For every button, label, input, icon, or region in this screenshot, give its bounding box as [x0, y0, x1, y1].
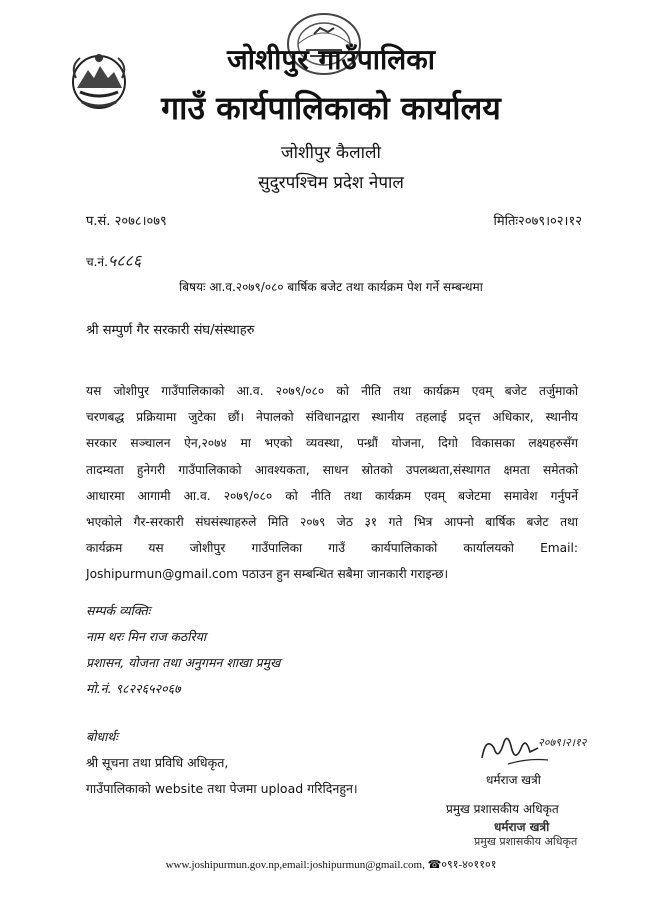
body-line: यस जोशीपुर गाउँपालिकाको आ.व. २०७९/०८० को नीति तथा कार्यक्रम एवम् बजेट तर्जुमाको	[86, 384, 578, 398]
body-line: भएकोले गैर-सरकारी संघसंस्थाहरुले मिति २०७९ जेठ ३१ गते भित्र आफ्नो बार्षिक बजेट तथा	[86, 515, 578, 530]
letter-body	[86, 378, 578, 588]
contact-position: प्रशासन, योजना तथा अनुगमन शाखा प्रमुख	[86, 655, 281, 670]
letter-subject: बिषयः आ.व.२०७९/०८० बार्षिक बजेट तथा कार्यक्रम पेश गर्ने सम्बन्धमा	[179, 280, 483, 294]
body-line: Joshipurmun@gmail.com पठाउन हुन सम्बन्धित सबैमा जानकारी गराइन्छ।	[86, 567, 449, 582]
cc-heading: बोधार्थः	[86, 729, 118, 744]
dispatch-label: च.नं.	[86, 255, 108, 269]
contact-person-block	[86, 598, 280, 702]
signatory-name: धर्मराज खत्री	[486, 773, 541, 787]
footer-contact: www.joshipurmun.gov.np,email:joshipurmun@gmail.com, ☎०९१-४०११०१	[165, 859, 497, 871]
handwritten-signature	[478, 728, 588, 768]
signatory-title: प्रमुख प्रशासकीय अधिकृत	[446, 802, 559, 816]
name-stamp: धर्मराज खत्री	[494, 820, 550, 834]
cc-line: श्री सूचना तथा प्रविधि अधिकृत,	[86, 755, 229, 770]
dispatch-number	[86, 249, 141, 271]
contact-phone: मो.नं. ९८२२६५२०६७	[86, 681, 181, 696]
body-line: सरकार सञ्चालन ऐन,२०७४ मा भएको व्यवस्था, पन्ध्रौं योजना, दिगो विकासका लक्ष्यहरुसँग	[86, 436, 578, 451]
letter-date: मितिः२०७९।०२।१२	[493, 214, 582, 229]
addressee: श्री सम्पुर्ण गैर सरकारी संघ/संस्थाहरु	[86, 323, 255, 338]
office-location: जोशीपुर कैलाली	[281, 143, 381, 163]
municipality-name: जोशीपुर गाउँपालिका	[227, 43, 435, 76]
fiscal-year-reference: प.सं. २०७८।०७९	[86, 214, 167, 229]
title-stamp: प्रमुख प्रशासकीय अधिकृत	[474, 835, 578, 848]
body-line: आधारमा आगामी आ.व. २०७९/०८० को नीति तथा कार्यक्रम एवम् बजेटमा समावेश गर्नुपर्ने	[86, 488, 578, 503]
body-line: तादम्यता हुनेगरी गाउँपालिकाको आवश्यकता, साधन स्रोतको उपलब्धता,संस्थागत क्षमता समेतको	[86, 462, 578, 477]
office-name: गाउँ कार्यपालिकाको कार्यालय	[161, 89, 501, 127]
body-line: कार्यक्रम यस जोशीपुर गाउँपालिका गाउँ कार्यपालिकाको कार्यालयको Email:	[86, 541, 578, 556]
handwritten-date: २०७९।२।१२	[538, 736, 587, 749]
cc-block	[86, 724, 358, 802]
contact-heading: सम्पर्क व्यक्तिः	[86, 603, 151, 618]
dispatch-number-handwritten: ५८८६	[107, 251, 142, 270]
contact-name: नाम थरः मिन राज कठरिया	[86, 629, 207, 644]
body-line: चरणबद्ध प्रक्रियामा जुटेका छौं। नेपालको संविधानद्वारा स्थानीय तहलाई प्रद्त्त अधिकार, स्थानीय	[86, 410, 578, 425]
cc-line: गाउँपालिकाको website तथा पेजमा upload गरिदिनहुन।	[86, 781, 358, 796]
province-name: सुदुरपश्चिम प्रदेश नेपाल	[258, 173, 404, 193]
